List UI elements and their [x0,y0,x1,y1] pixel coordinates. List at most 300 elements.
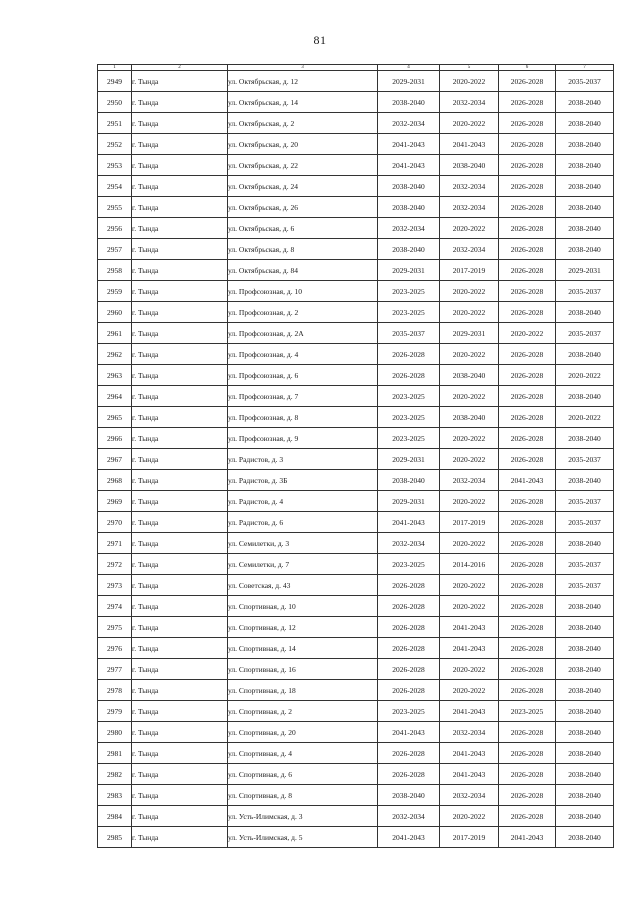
period-cell: 2023-2025 [378,386,440,407]
address-cell: ул. Октябрьская, д. 2 [228,113,378,134]
period-cell: 2038-2040 [556,428,614,449]
period-cell: 2026-2028 [378,680,440,701]
table-row [98,386,614,407]
address-cell: ул. Спортивная, д. 16 [228,659,378,680]
period-cell: 2038-2040 [440,407,499,428]
table-row [98,491,614,512]
table-row [98,554,614,575]
table-row [98,722,614,743]
period-cell: 2023-2025 [499,701,556,722]
period-cell: 2026-2028 [499,218,556,239]
address-cell: ул. Октябрьская, д. 14 [228,92,378,113]
period-cell: 2020-2022 [556,365,614,386]
period-cell: 2020-2022 [440,449,499,470]
period-cell: 2029-2031 [440,323,499,344]
city-cell: г. Тында [132,92,228,113]
address-cell: ул. Спортивная, д. 8 [228,785,378,806]
address-cell: ул. Октябрьская, д. 6 [228,218,378,239]
period-cell: 2023-2025 [378,281,440,302]
period-cell: 2038-2040 [556,386,614,407]
table-row [98,155,614,176]
table-row [98,512,614,533]
row-number: 2962 [98,344,132,365]
address-cell: ул. Спортивная, д. 18 [228,680,378,701]
column-number: 5 [440,65,499,71]
period-cell: 2041-2043 [378,134,440,155]
address-cell: ул. Профсоюзная, д. 4 [228,344,378,365]
period-cell: 2023-2025 [378,302,440,323]
city-cell: г. Тында [132,302,228,323]
row-number: 2967 [98,449,132,470]
period-cell: 2026-2028 [499,302,556,323]
period-cell: 2038-2040 [556,113,614,134]
row-number: 2954 [98,176,132,197]
row-number: 2964 [98,386,132,407]
period-cell: 2026-2028 [499,722,556,743]
city-cell: г. Тында [132,512,228,533]
address-cell: ул. Октябрьская, д. 20 [228,134,378,155]
period-cell: 2041-2043 [440,638,499,659]
period-cell: 2026-2028 [499,197,556,218]
period-cell: 2020-2022 [499,323,556,344]
period-cell: 2032-2034 [440,197,499,218]
period-cell: 2032-2034 [378,533,440,554]
row-number: 2963 [98,365,132,386]
period-cell: 2020-2022 [556,407,614,428]
period-cell: 2035-2037 [556,449,614,470]
city-cell: г. Тында [132,701,228,722]
address-cell: ул. Радистов, д. 4 [228,491,378,512]
period-cell: 2020-2022 [440,71,499,92]
column-number: 1 [98,65,132,71]
table-row [98,407,614,428]
period-cell: 2038-2040 [440,155,499,176]
table-row [98,197,614,218]
city-cell: г. Тында [132,470,228,491]
period-cell: 2026-2028 [499,638,556,659]
table-row [98,134,614,155]
address-cell: ул. Усть-Илимская, д. 3 [228,806,378,827]
row-number: 2978 [98,680,132,701]
row-number: 2966 [98,428,132,449]
period-cell: 2026-2028 [499,596,556,617]
period-cell: 2038-2040 [556,344,614,365]
period-cell: 2026-2028 [499,281,556,302]
address-cell: ул. Советская, д. 43 [228,575,378,596]
period-cell: 2041-2043 [378,512,440,533]
address-cell: ул. Профсоюзная, д. 10 [228,281,378,302]
period-cell: 2026-2028 [499,554,556,575]
period-cell: 2026-2028 [499,533,556,554]
period-cell: 2041-2043 [440,134,499,155]
address-cell: ул. Усть-Илимская, д. 5 [228,827,378,848]
period-cell: 2020-2022 [440,533,499,554]
row-number: 2974 [98,596,132,617]
period-cell: 2020-2022 [440,218,499,239]
period-cell: 2038-2040 [556,302,614,323]
period-cell: 2026-2028 [378,575,440,596]
period-cell: 2032-2034 [440,722,499,743]
period-cell: 2038-2040 [556,617,614,638]
row-number: 2972 [98,554,132,575]
period-cell: 2026-2028 [499,239,556,260]
city-cell: г. Тында [132,407,228,428]
table-row [98,323,614,344]
table-row [98,764,614,785]
period-cell: 2026-2028 [499,680,556,701]
period-cell: 2038-2040 [556,785,614,806]
city-cell: г. Тында [132,365,228,386]
period-cell: 2038-2040 [556,134,614,155]
table-row [98,785,614,806]
period-cell: 2020-2022 [440,806,499,827]
address-cell: ул. Спортивная, д. 10 [228,596,378,617]
period-cell: 2023-2025 [378,428,440,449]
period-cell: 2038-2040 [378,785,440,806]
period-cell: 2038-2040 [556,806,614,827]
city-cell: г. Тында [132,218,228,239]
period-cell: 2026-2028 [499,491,556,512]
period-cell: 2020-2022 [440,344,499,365]
row-number: 2976 [98,638,132,659]
city-cell: г. Тында [132,554,228,575]
address-cell: ул. Октябрьская, д. 12 [228,71,378,92]
period-cell: 2032-2034 [440,785,499,806]
city-cell: г. Тында [132,827,228,848]
period-cell: 2026-2028 [499,743,556,764]
period-cell: 2038-2040 [378,176,440,197]
address-cell: ул. Октябрьская, д. 84 [228,260,378,281]
period-cell: 2020-2022 [440,386,499,407]
period-cell: 2041-2043 [378,722,440,743]
address-cell: ул. Октябрьская, д. 8 [228,239,378,260]
city-cell: г. Тында [132,680,228,701]
period-cell: 2026-2028 [378,764,440,785]
period-cell: 2038-2040 [556,596,614,617]
row-number: 2955 [98,197,132,218]
period-cell: 2038-2040 [556,722,614,743]
period-cell: 2026-2028 [499,407,556,428]
column-number: 2 [132,65,228,71]
city-cell: г. Тында [132,722,228,743]
column-number: 7 [556,65,614,71]
row-number: 2985 [98,827,132,848]
row-number: 2979 [98,701,132,722]
period-cell: 2038-2040 [556,659,614,680]
period-cell: 2026-2028 [499,113,556,134]
period-cell: 2038-2040 [378,197,440,218]
table-row [98,575,614,596]
city-cell: г. Тында [132,134,228,155]
period-cell: 2038-2040 [556,176,614,197]
row-number: 2957 [98,239,132,260]
period-cell: 2035-2037 [556,491,614,512]
period-cell: 2038-2040 [378,239,440,260]
address-cell: ул. Профсоюзная, д. 7 [228,386,378,407]
period-cell: 2026-2028 [499,785,556,806]
address-cell: ул. Спортивная, д. 12 [228,617,378,638]
table-body [98,71,614,848]
period-cell: 2026-2028 [499,386,556,407]
period-cell: 2020-2022 [440,575,499,596]
table-row [98,638,614,659]
period-cell: 2038-2040 [556,827,614,848]
period-cell: 2026-2028 [499,428,556,449]
address-cell: ул. Радистов, д. 3 [228,449,378,470]
period-cell: 2032-2034 [378,218,440,239]
city-cell: г. Тында [132,71,228,92]
period-cell: 2038-2040 [556,155,614,176]
row-number: 2971 [98,533,132,554]
period-cell: 2038-2040 [556,743,614,764]
table-row [98,239,614,260]
period-cell: 2029-2031 [378,71,440,92]
city-cell: г. Тында [132,785,228,806]
address-cell: ул. Октябрьская, д. 24 [228,176,378,197]
period-cell: 2023-2025 [378,407,440,428]
address-cell: ул. Спортивная, д. 14 [228,638,378,659]
period-cell: 2032-2034 [440,239,499,260]
period-cell: 2041-2043 [440,743,499,764]
column-number: 3 [228,65,378,71]
row-number: 2965 [98,407,132,428]
row-number: 2968 [98,470,132,491]
period-cell: 2026-2028 [378,596,440,617]
period-cell: 2038-2040 [556,701,614,722]
period-cell: 2038-2040 [556,638,614,659]
period-cell: 2032-2034 [378,113,440,134]
city-cell: г. Тында [132,176,228,197]
city-cell: г. Тында [132,344,228,365]
address-cell: ул. Профсоюзная, д. 9 [228,428,378,449]
period-cell: 2020-2022 [440,281,499,302]
city-cell: г. Тында [132,617,228,638]
period-cell: 2020-2022 [440,659,499,680]
period-cell: 2026-2028 [378,617,440,638]
city-cell: г. Тында [132,575,228,596]
city-cell: г. Тында [132,239,228,260]
period-cell: 2041-2043 [378,155,440,176]
city-cell: г. Тында [132,743,228,764]
row-number: 2958 [98,260,132,281]
period-cell: 2017-2019 [440,827,499,848]
table-row [98,365,614,386]
period-cell: 2038-2040 [556,239,614,260]
period-cell: 2026-2028 [378,344,440,365]
address-cell: ул. Профсоюзная, д. 2 [228,302,378,323]
column-number: 6 [499,65,556,71]
period-cell: 2041-2043 [440,764,499,785]
period-cell: 2035-2037 [556,323,614,344]
period-cell: 2017-2019 [440,512,499,533]
address-cell: ул. Радистов, д. 6 [228,512,378,533]
housing-schedule-table [97,64,614,848]
table-row [98,827,614,848]
row-number: 2975 [98,617,132,638]
address-cell: ул. Октябрьская, д. 22 [228,155,378,176]
city-cell: г. Тында [132,491,228,512]
period-cell: 2029-2031 [556,260,614,281]
period-cell: 2026-2028 [378,638,440,659]
period-cell: 2026-2028 [499,365,556,386]
period-cell: 2026-2028 [378,743,440,764]
period-cell: 2041-2043 [499,827,556,848]
row-number: 2983 [98,785,132,806]
city-cell: г. Тында [132,659,228,680]
table-row [98,680,614,701]
city-cell: г. Тында [132,197,228,218]
period-cell: 2023-2025 [378,701,440,722]
table-row [98,701,614,722]
period-cell: 2026-2028 [499,449,556,470]
period-cell: 2017-2019 [440,260,499,281]
address-cell: ул. Профсоюзная, д. 6 [228,365,378,386]
row-number: 2981 [98,743,132,764]
table-row [98,617,614,638]
period-cell: 2020-2022 [440,302,499,323]
period-cell: 2020-2022 [440,680,499,701]
row-number: 2949 [98,71,132,92]
page-number: 81 [313,33,327,47]
table-row [98,743,614,764]
period-cell: 2026-2028 [499,71,556,92]
row-number: 2956 [98,218,132,239]
row-number: 2969 [98,491,132,512]
period-cell: 2026-2028 [499,512,556,533]
period-cell: 2026-2028 [499,764,556,785]
address-cell: ул. Октябрьская, д. 26 [228,197,378,218]
period-cell: 2026-2028 [499,344,556,365]
period-cell: 2035-2037 [556,554,614,575]
period-cell: 2026-2028 [499,575,556,596]
period-cell: 2038-2040 [440,365,499,386]
table-row [98,260,614,281]
period-cell: 2020-2022 [440,596,499,617]
period-cell: 2032-2034 [440,92,499,113]
period-cell: 2038-2040 [378,92,440,113]
column-number: 4 [378,65,440,71]
period-cell: 2020-2022 [440,428,499,449]
period-cell: 2035-2037 [556,71,614,92]
table-row [98,470,614,491]
row-number: 2970 [98,512,132,533]
period-cell: 2026-2028 [499,806,556,827]
table-row [98,344,614,365]
table-row [98,281,614,302]
table-row [98,449,614,470]
period-cell: 2026-2028 [499,155,556,176]
period-cell: 2038-2040 [556,470,614,491]
period-cell: 2026-2028 [499,260,556,281]
table-row [98,218,614,239]
row-number: 2950 [98,92,132,113]
city-cell: г. Тында [132,428,228,449]
city-cell: г. Тында [132,113,228,134]
table-row [98,302,614,323]
row-number: 2973 [98,575,132,596]
period-cell: 2038-2040 [556,764,614,785]
city-cell: г. Тында [132,260,228,281]
period-cell: 2038-2040 [556,92,614,113]
table-row [98,92,614,113]
table-row [98,533,614,554]
city-cell: г. Тында [132,638,228,659]
address-cell: ул. Семилетки, д. 3 [228,533,378,554]
address-cell: ул. Спортивная, д. 4 [228,743,378,764]
period-cell: 2026-2028 [499,92,556,113]
city-cell: г. Тында [132,533,228,554]
period-cell: 2026-2028 [499,617,556,638]
city-cell: г. Тында [132,155,228,176]
period-cell: 2023-2025 [378,554,440,575]
period-cell: 2038-2040 [556,533,614,554]
period-cell: 2020-2022 [440,491,499,512]
period-cell: 2026-2028 [499,659,556,680]
city-cell: г. Тында [132,386,228,407]
city-cell: г. Тында [132,764,228,785]
address-cell: ул. Спортивная, д. 20 [228,722,378,743]
table-row [98,596,614,617]
period-cell: 2026-2028 [378,659,440,680]
row-number: 2960 [98,302,132,323]
city-cell: г. Тында [132,449,228,470]
period-cell: 2041-2043 [440,617,499,638]
row-number: 2961 [98,323,132,344]
period-cell: 2020-2022 [440,113,499,134]
table-row [98,113,614,134]
address-cell: ул. Профсоюзная, д. 8 [228,407,378,428]
period-cell: 2038-2040 [556,680,614,701]
row-number: 2959 [98,281,132,302]
period-cell: 2038-2040 [378,470,440,491]
period-cell: 2029-2031 [378,491,440,512]
row-number: 2951 [98,113,132,134]
address-cell: ул. Радистов, д. 3Б [228,470,378,491]
period-cell: 2035-2037 [378,323,440,344]
city-cell: г. Тында [132,281,228,302]
period-cell: 2041-2043 [499,470,556,491]
row-number: 2977 [98,659,132,680]
city-cell: г. Тында [132,596,228,617]
table-row [98,428,614,449]
period-cell: 2029-2031 [378,449,440,470]
period-cell: 2038-2040 [556,197,614,218]
table-row [98,176,614,197]
period-cell: 2041-2043 [440,701,499,722]
period-cell: 2035-2037 [556,575,614,596]
row-number: 2953 [98,155,132,176]
row-number: 2980 [98,722,132,743]
row-number: 2982 [98,764,132,785]
address-cell: ул. Спортивная, д. 6 [228,764,378,785]
period-cell: 2032-2034 [440,470,499,491]
address-cell: ул. Профсоюзная, д. 2А [228,323,378,344]
row-number: 2984 [98,806,132,827]
period-cell: 2032-2034 [440,176,499,197]
row-number: 2952 [98,134,132,155]
address-cell: ул. Спортивная, д. 2 [228,701,378,722]
period-cell: 2026-2028 [499,134,556,155]
period-cell: 2032-2034 [378,806,440,827]
period-cell: 2026-2028 [378,365,440,386]
period-cell: 2038-2040 [556,218,614,239]
period-cell: 2035-2037 [556,281,614,302]
city-cell: г. Тында [132,806,228,827]
address-cell: ул. Семилетки, д. 7 [228,554,378,575]
period-cell: 2035-2037 [556,512,614,533]
period-cell: 2029-2031 [378,260,440,281]
city-cell: г. Тында [132,323,228,344]
